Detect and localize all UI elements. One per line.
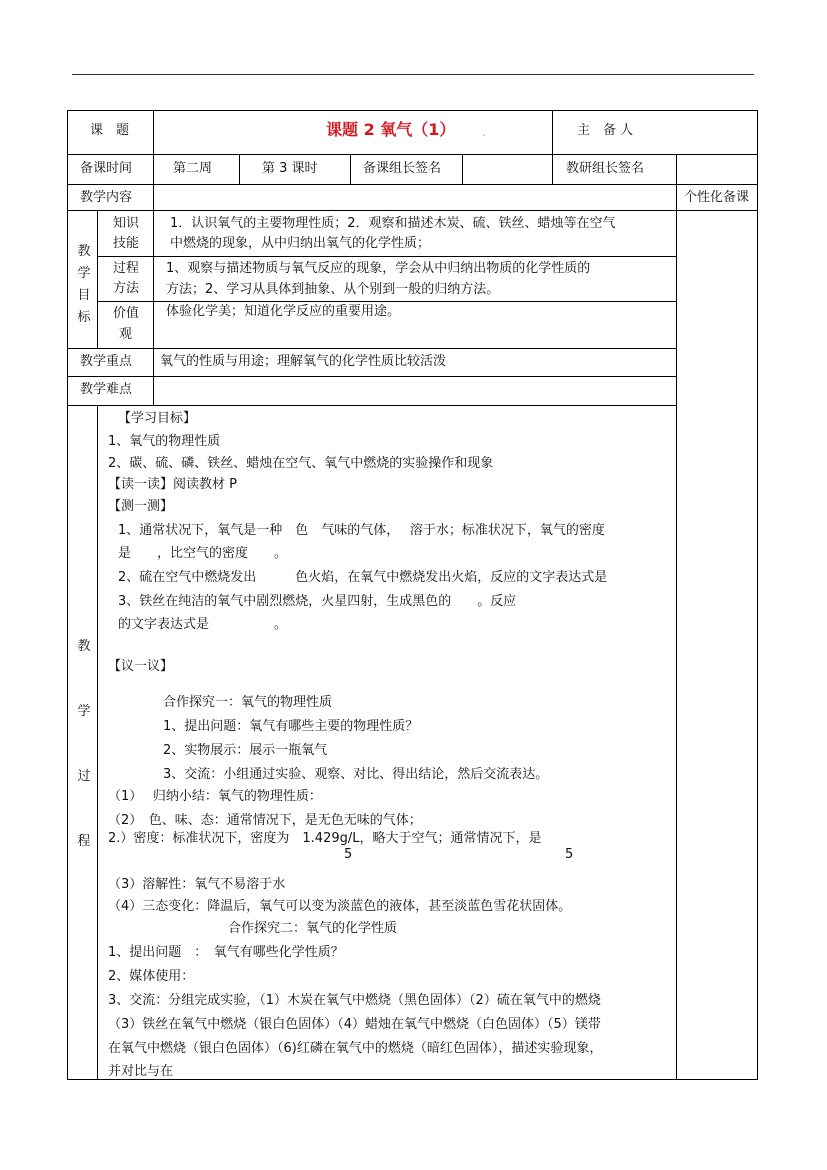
- process-line: 【测一测】: [108, 499, 174, 514]
- process-line: （1） 归纳小结：氧气的物理性质：: [108, 789, 322, 804]
- process-line: 是 ，比空气的密度 。: [118, 546, 288, 561]
- process-line: 并对比与在: [108, 1064, 174, 1079]
- value-label-1: 价值: [113, 306, 140, 321]
- preparer-label: 主 备 人: [577, 123, 634, 138]
- cell-research-sign-value: [676, 154, 758, 185]
- knowledge-label-1: 知识: [113, 216, 140, 231]
- lesson-title: 课题 2 氧气（1）: [326, 120, 456, 139]
- personal-label: 个性化备课: [684, 190, 750, 205]
- process-line: （4）三态变化：降温后，氧气可以变为淡蓝色的液体，甚至淡蓝色雪花状固体。: [108, 899, 572, 914]
- personal-column: [676, 210, 758, 1080]
- value-text: 体验化学美；知道化学反应的重要用途。: [166, 304, 401, 319]
- process-line: （3）铁丝在氧气中燃烧（银白色固体）（4）蜡烛在氧气中燃烧（白色固体）（5）镁带: [108, 1017, 601, 1032]
- process-line: 【议一议】: [108, 659, 174, 674]
- process-char-2: 学: [77, 704, 91, 719]
- process-line: 合作探究二：氧气的化学性质: [228, 921, 398, 936]
- process-line: 2、硫在空气中燃烧发出 色火焰，在氧气中燃烧发出火焰，反应的文字表达式是: [118, 570, 608, 585]
- course-label: 课 题: [90, 123, 130, 138]
- knowledge-line-1: 1．认识氧气的主要物理性质；2．观察和描述木炭、硫、铁丝、蜡烛等在空气: [170, 216, 616, 231]
- process-line: 2、实物展示：展示一瓶氧气: [163, 743, 328, 758]
- process-line-2: 方法；2、学习从具体到抽象、从个别到一般的归纳方法。: [166, 282, 500, 297]
- process-line-1: 1、观察与描述物质与氧气反应的现象，学会从中归纳出物质的化学性质的: [166, 261, 591, 276]
- prep-time-label: 备课时间: [80, 161, 133, 176]
- goals-char-4: 标: [77, 310, 91, 325]
- key-points-text: 氧气的性质与用途；理解氧气的化学性质比较活泼: [160, 354, 447, 369]
- knowledge-label-2: 技能: [113, 236, 140, 251]
- process-line: 在氧气中燃烧（银白色固体）（6)红磷在氧气中的燃烧（暗红色固体），描述实验现象，: [108, 1041, 603, 1056]
- research-leader-sign: 教研组长签名: [566, 161, 645, 176]
- difficulties-label: 教学难点: [80, 382, 133, 397]
- difficulties-cell: [153, 376, 677, 406]
- process-line: （3）溶解性：氧气不易溶于水: [108, 877, 286, 892]
- process-char-3: 过: [77, 769, 91, 784]
- group-leader-sign: 备课组长签名: [363, 161, 442, 176]
- process-line: 5: [344, 847, 353, 862]
- process-line: （2） 色、味、态：通常情况下，是无色无味的气体；: [108, 813, 422, 828]
- process-line: 5: [565, 847, 574, 862]
- process-line: 合作探究一：氧气的物理性质: [163, 695, 333, 710]
- value-label-2: 观: [119, 327, 133, 342]
- process-line: 3、交流：分组完成实验，（1）木炭在氧气中燃烧（黑色固体）（2）硫在氧气中的燃烧: [108, 993, 601, 1008]
- cell-group-sign-value: [462, 154, 553, 185]
- process-line: 2.）密度：标准状况下，密度为 1.429g/L，略大于空气；通常情况下，是: [108, 831, 542, 846]
- process-line: 2、媒体使用：: [108, 969, 195, 984]
- knowledge-line-2: 中燃烧的现象，从中归纳出氧气的化学性质；: [170, 236, 431, 251]
- process-line: 【学习目标】: [118, 411, 197, 426]
- process-label-2: 方法: [113, 281, 140, 296]
- process-line: 的文字表达式是 。: [118, 617, 288, 632]
- goals-char-2: 学: [77, 266, 91, 281]
- goals-char-3: 目: [77, 288, 91, 303]
- top-rule: [72, 74, 754, 75]
- process-label-1: 过程: [113, 261, 140, 276]
- period: 第 3 课时: [262, 161, 318, 176]
- process-line: 2、碳、硫、磷、铁丝、蜡烛在空气、氧气中燃烧的实验操作和现象: [108, 456, 494, 471]
- title-mark: .: [482, 128, 486, 139]
- goals-char-1: 教: [77, 244, 91, 259]
- process-char-1: 教: [77, 639, 91, 654]
- process-line: 1、提出问题 ： 氧气有哪些化学性质？: [108, 945, 344, 960]
- process-line: 【读一读】阅读教材 P: [108, 477, 237, 492]
- process-line: 1、提出问题：氧气有哪些主要的物理性质？: [163, 719, 419, 734]
- process-line: 3、铁丝在纯洁的氧气中剧烈燃烧，火星四射，生成黑色的 。反应: [118, 594, 517, 609]
- content-label: 教学内容: [80, 190, 133, 205]
- process-label-column: [67, 405, 98, 1080]
- cell-content: [153, 184, 677, 211]
- process-line: 1、氧气的物理性质: [108, 434, 221, 449]
- process-line: 1、通常状况下，氧气是一种 色 气味的气体， 溶于水；标准状况下，氧气的密度: [118, 523, 605, 538]
- process-char-4: 程: [77, 834, 91, 849]
- key-points-label: 教学重点: [80, 354, 133, 369]
- process-line: 3、交流：小组通过实验、观察、对比、得出结论，然后交流表达。: [163, 767, 549, 782]
- week: 第二周: [173, 161, 213, 176]
